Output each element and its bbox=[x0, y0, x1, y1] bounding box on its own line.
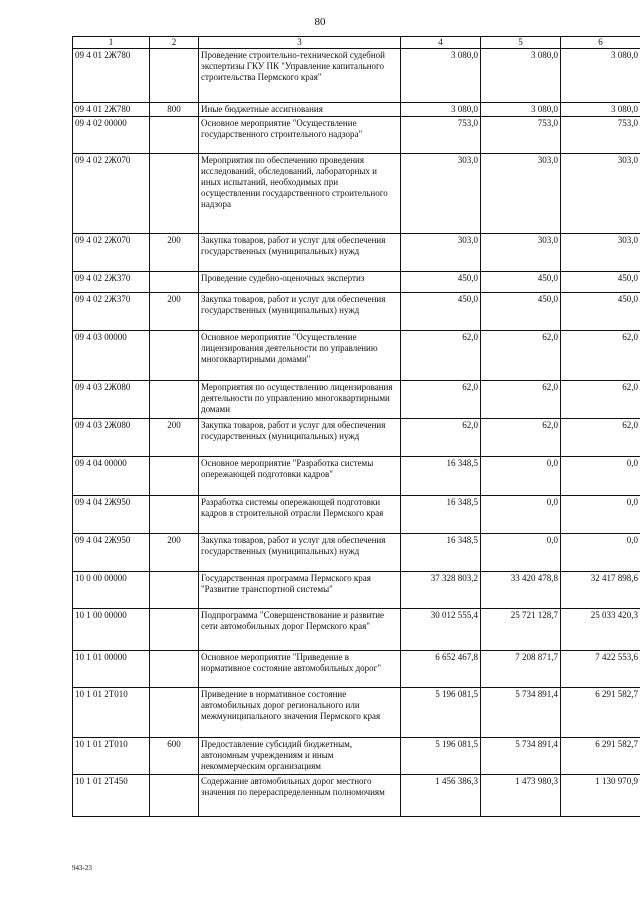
cell-value-col4: 5 196 081,5 bbox=[401, 688, 481, 738]
table-row bbox=[73, 572, 640, 609]
cell-name: Предоставление субсидий бюджетным, автономным учреждениям и иным некоммерческим организациям bbox=[199, 738, 401, 775]
cell-value-col6: 450,0 bbox=[561, 293, 640, 331]
cell-code: 10 0 00 00000 bbox=[73, 572, 150, 609]
cell-value-col4: 62,0 bbox=[401, 381, 481, 419]
cell-expense-type: 200 bbox=[150, 234, 199, 272]
cell-value-col6: 450,0 bbox=[561, 272, 640, 293]
cell-value-col6: 303,0 bbox=[561, 154, 640, 234]
table-row bbox=[73, 331, 640, 381]
cell-value-col6: 32 417 898,6 bbox=[561, 572, 640, 609]
cell-value-col4: 16 348,5 bbox=[401, 534, 481, 572]
cell-value-col5: 33 420 478,8 bbox=[481, 572, 561, 609]
table-row bbox=[73, 49, 640, 103]
cell-value-col4: 303,0 bbox=[401, 234, 481, 272]
cell-value-col5: 62,0 bbox=[481, 331, 561, 381]
table-header bbox=[73, 37, 640, 49]
cell-expense-type bbox=[150, 154, 199, 234]
cell-name: Разработка системы опережающей подготовки кадров в строительной отрасли Пермского края bbox=[199, 496, 401, 534]
cell-name: Подпрограмма "Совершенствование и развитие сети автомобильных дорог Пермского края" bbox=[199, 609, 401, 651]
cell-value-col5: 3 080,0 bbox=[481, 49, 561, 103]
cell-code: 09 4 04 2Ж950 bbox=[73, 534, 150, 572]
cell-code: 10 1 01 2Т450 bbox=[73, 775, 150, 817]
cell-value-col4: 450,0 bbox=[401, 293, 481, 331]
cell-expense-type bbox=[150, 49, 199, 103]
header-col-2: 2 bbox=[150, 37, 199, 49]
cell-value-col4: 3 080,0 bbox=[401, 49, 481, 103]
cell-expense-type: 200 bbox=[150, 534, 199, 572]
cell-value-col6: 3 080,0 bbox=[561, 103, 640, 117]
cell-name: Мероприятия по обеспечению проведения исследований, обследований, лабораторных и иных испытаний, необходимых при осуществлении государственного строительного надзора bbox=[199, 154, 401, 234]
cell-name: Основное мероприятие "Разработка системы опережающей подготовки кадров" bbox=[199, 457, 401, 496]
cell-name: Основное мероприятие "Осуществление государственного строительного надзора" bbox=[199, 117, 401, 154]
cell-value-col4: 5 196 081,5 bbox=[401, 738, 481, 775]
table-row bbox=[73, 738, 640, 775]
cell-value-col6: 0,0 bbox=[561, 457, 640, 496]
cell-value-col4: 37 328 803,2 bbox=[401, 572, 481, 609]
cell-value-col4: 753,0 bbox=[401, 117, 481, 154]
cell-code: 10 1 01 2Т010 bbox=[73, 688, 150, 738]
cell-value-col5: 0,0 bbox=[481, 534, 561, 572]
cell-value-col6: 303,0 bbox=[561, 234, 640, 272]
header-col-1: 1 bbox=[73, 37, 150, 49]
cell-value-col4: 6 652 467,8 bbox=[401, 651, 481, 688]
table-row bbox=[73, 457, 640, 496]
cell-code: 09 4 02 2Ж370 bbox=[73, 272, 150, 293]
cell-expense-type: 600 bbox=[150, 738, 199, 775]
cell-value-col4: 62,0 bbox=[401, 419, 481, 457]
cell-code: 09 4 02 2Ж370 bbox=[73, 293, 150, 331]
cell-name: Закупка товаров, работ и услуг для обеспечения государственных (муниципальных) нужд bbox=[199, 293, 401, 331]
table-row bbox=[73, 154, 640, 234]
cell-value-col4: 450,0 bbox=[401, 272, 481, 293]
cell-value-col5: 303,0 bbox=[481, 234, 561, 272]
header-col-3: 3 bbox=[199, 37, 401, 49]
cell-name: Мероприятия по осуществлению лицензирования деятельности по управлению многоквартирными домами bbox=[199, 381, 401, 419]
cell-expense-type bbox=[150, 775, 199, 817]
table-row bbox=[73, 775, 640, 817]
cell-name: Основное мероприятие "Осуществление лицензирования деятельности по управлению многоквартирными домами" bbox=[199, 331, 401, 381]
cell-expense-type bbox=[150, 651, 199, 688]
cell-value-col4: 1 456 386,3 bbox=[401, 775, 481, 817]
cell-name: Основное мероприятие "Приведение в нормативное состояние автомобильных дорог" bbox=[199, 651, 401, 688]
cell-value-col5: 5 734 891,4 bbox=[481, 688, 561, 738]
header-row bbox=[73, 37, 640, 49]
cell-expense-type bbox=[150, 572, 199, 609]
budget-table bbox=[72, 36, 640, 817]
cell-value-col5: 450,0 bbox=[481, 272, 561, 293]
page-number: 80 bbox=[314, 16, 326, 28]
cell-value-col4: 3 080,0 bbox=[401, 103, 481, 117]
cell-code: 09 4 03 2Ж080 bbox=[73, 381, 150, 419]
cell-code: 10 1 00 00000 bbox=[73, 609, 150, 651]
cell-expense-type bbox=[150, 457, 199, 496]
cell-expense-type bbox=[150, 272, 199, 293]
cell-value-col5: 753,0 bbox=[481, 117, 561, 154]
cell-code: 09 4 03 00000 bbox=[73, 331, 150, 381]
cell-code: 10 1 01 2Т010 bbox=[73, 738, 150, 775]
cell-expense-type: 800 bbox=[150, 103, 199, 117]
table-row bbox=[73, 103, 640, 117]
cell-value-col6: 0,0 bbox=[561, 496, 640, 534]
cell-value-col5: 0,0 bbox=[481, 496, 561, 534]
cell-value-col6: 62,0 bbox=[561, 381, 640, 419]
cell-value-col5: 303,0 bbox=[481, 154, 561, 234]
cell-name: Закупка товаров, работ и услуг для обеспечения государственных (муниципальных) нужд bbox=[199, 534, 401, 572]
cell-value-col4: 30 012 555,4 bbox=[401, 609, 481, 651]
header-col-4: 4 bbox=[401, 37, 481, 49]
cell-value-col4: 16 348,5 bbox=[401, 496, 481, 534]
cell-code: 09 4 02 2Ж070 bbox=[73, 234, 150, 272]
cell-name: Закупка товаров, работ и услуг для обеспечения государственных (муниципальных) нужд bbox=[199, 234, 401, 272]
cell-value-col4: 303,0 bbox=[401, 154, 481, 234]
table-row bbox=[73, 534, 640, 572]
table-row bbox=[73, 651, 640, 688]
cell-value-col6: 3 080,0 bbox=[561, 49, 640, 103]
cell-code: 09 4 04 2Ж950 bbox=[73, 496, 150, 534]
cell-value-col5: 0,0 bbox=[481, 457, 561, 496]
cell-name: Приведение в нормативное состояние автомобильных дорог регионального или межмуниципального значения Пермского края bbox=[199, 688, 401, 738]
cell-value-col6: 62,0 bbox=[561, 331, 640, 381]
table-row bbox=[73, 419, 640, 457]
cell-value-col5: 25 721 128,7 bbox=[481, 609, 561, 651]
cell-value-col5: 450,0 bbox=[481, 293, 561, 331]
cell-name: Закупка товаров, работ и услуг для обеспечения государственных (муниципальных) нужд bbox=[199, 419, 401, 457]
header-col-5: 5 bbox=[481, 37, 561, 49]
footer-document-code: 943-23 bbox=[72, 864, 92, 872]
cell-code: 10 1 01 00000 bbox=[73, 651, 150, 688]
cell-name: Проведение строительно-технической судебной экспертизы ГКУ ПК "Управление капитального строительства Пермского края" bbox=[199, 49, 401, 103]
table-body bbox=[73, 49, 640, 817]
table-row bbox=[73, 234, 640, 272]
table-row bbox=[73, 688, 640, 738]
cell-value-col6: 0,0 bbox=[561, 534, 640, 572]
cell-value-col6: 6 291 582,7 bbox=[561, 688, 640, 738]
cell-expense-type: 200 bbox=[150, 419, 199, 457]
table-row bbox=[73, 293, 640, 331]
cell-value-col4: 62,0 bbox=[401, 331, 481, 381]
table-row bbox=[73, 609, 640, 651]
table-row bbox=[73, 381, 640, 419]
table-row bbox=[73, 496, 640, 534]
cell-name: Государственная программа Пермского края "Развитие транспортной системы" bbox=[199, 572, 401, 609]
cell-code: 09 4 01 2Ж780 bbox=[73, 49, 150, 103]
header-col-6: 6 bbox=[561, 37, 640, 49]
cell-value-col5: 7 208 871,7 bbox=[481, 651, 561, 688]
table-row bbox=[73, 117, 640, 154]
cell-expense-type: 200 bbox=[150, 293, 199, 331]
cell-value-col5: 3 080,0 bbox=[481, 103, 561, 117]
cell-name: Иные бюджетные ассигнования bbox=[199, 103, 401, 117]
cell-code: 09 4 01 2Ж780 bbox=[73, 103, 150, 117]
cell-code: 09 4 04 00000 bbox=[73, 457, 150, 496]
cell-code: 09 4 02 2Ж070 bbox=[73, 154, 150, 234]
cell-code: 09 4 03 2Ж080 bbox=[73, 419, 150, 457]
cell-value-col4: 16 348,5 bbox=[401, 457, 481, 496]
cell-value-col5: 62,0 bbox=[481, 381, 561, 419]
cell-expense-type bbox=[150, 117, 199, 154]
cell-value-col6: 753,0 bbox=[561, 117, 640, 154]
table-row bbox=[73, 272, 640, 293]
cell-value-col5: 62,0 bbox=[481, 419, 561, 457]
cell-expense-type bbox=[150, 609, 199, 651]
cell-value-col6: 7 422 553,6 bbox=[561, 651, 640, 688]
cell-value-col5: 5 734 891,4 bbox=[481, 738, 561, 775]
cell-expense-type bbox=[150, 496, 199, 534]
cell-name: Проведение судебно-оценочных экспертиз bbox=[199, 272, 401, 293]
cell-expense-type bbox=[150, 381, 199, 419]
cell-value-col6: 6 291 582,7 bbox=[561, 738, 640, 775]
cell-value-col6: 25 033 420,3 bbox=[561, 609, 640, 651]
cell-expense-type bbox=[150, 331, 199, 381]
cell-expense-type bbox=[150, 688, 199, 738]
cell-value-col6: 62,0 bbox=[561, 419, 640, 457]
cell-code: 09 4 02 00000 bbox=[73, 117, 150, 154]
cell-value-col5: 1 473 980,3 bbox=[481, 775, 561, 817]
cell-name: Содержание автомобильных дорог местного значения по перераспределенным полномочиям bbox=[199, 775, 401, 817]
cell-value-col6: 1 130 970,9 bbox=[561, 775, 640, 817]
